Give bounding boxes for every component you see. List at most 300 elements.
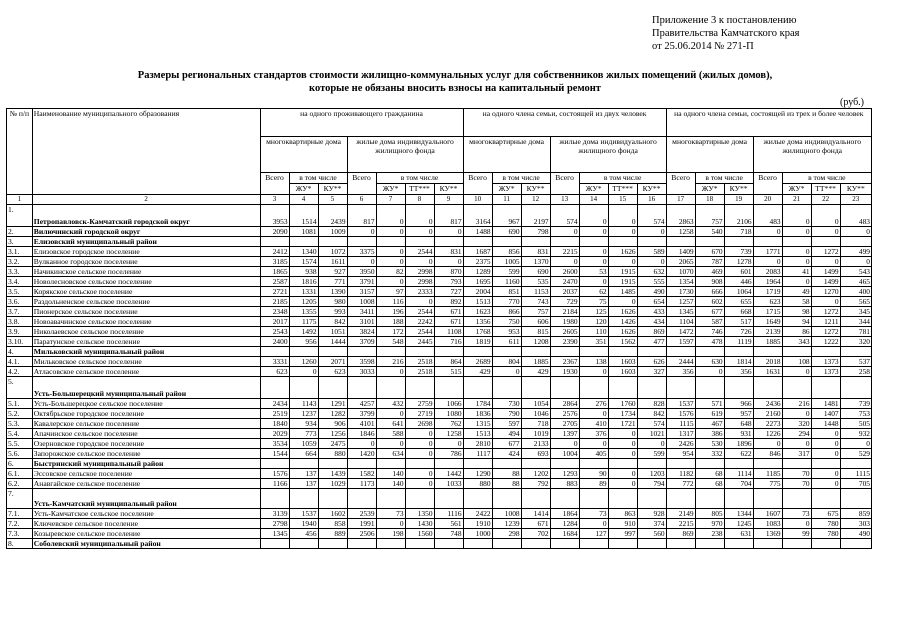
value-cell [782,237,811,247]
value-cell [492,539,521,549]
value-cell: 1114 [724,469,753,479]
value-cell: 0 [579,409,608,419]
value-cell [434,489,463,509]
value-cell: 677 [695,307,724,317]
value-cell [260,347,289,357]
value-cell: 0 [434,227,463,237]
value-cell: 588 [376,429,405,439]
municipality-name: Пионерское сельское поселение [32,307,260,317]
value-cell: 805 [695,509,724,519]
value-cell [289,489,318,509]
value-cell: 351 [579,337,608,347]
value-cell [637,539,666,549]
value-cell: 0 [608,439,637,449]
municipality-name: Атласовское сельское поселение [32,367,260,377]
appendix-line-1: Приложение 3 к постановлению [652,15,797,26]
value-cell: 771 [318,277,347,287]
value-cell: 1282 [318,409,347,419]
value-cell: 3791 [347,277,376,287]
value-cell: 125 [579,307,608,317]
value-cell: 73 [376,509,405,519]
value-cell: 772 [666,479,695,489]
value-cell [840,347,871,357]
header-total: Всего [753,173,782,195]
value-cell: 623 [753,297,782,307]
value-cell: 0 [405,429,434,439]
value-cell: 0 [782,227,811,237]
value-cell: 2367 [550,357,579,367]
value-cell: 892 [434,297,463,307]
value-cell: 622 [724,449,753,459]
value-cell: 2543 [260,327,289,337]
column-index: 20 [753,195,782,205]
value-cell: 846 [753,449,782,459]
value-cell [637,237,666,247]
value-cell: 1108 [434,327,463,337]
value-cell: 1173 [347,479,376,489]
value-cell [550,489,579,509]
value-cell: 1272 [811,247,840,257]
value-cell [840,489,871,509]
value-cell [289,459,318,469]
value-cell: 1290 [463,469,492,479]
value-cell: 2185 [260,297,289,307]
value-cell: 2998 [405,277,434,287]
value-cell: 1611 [318,257,347,267]
value-cell: 1885 [753,337,782,347]
value-cell: 0 [579,247,608,257]
row-number: 3.2. [7,257,33,267]
value-cell: 786 [434,449,463,459]
value-cell: 1514 [289,205,318,227]
value-cell: 3331 [260,357,289,367]
value-cell: 1721 [608,419,637,429]
value-cell: 386 [695,429,724,439]
value-cell: 851 [492,287,521,297]
value-cell: 0 [405,439,434,449]
value-cell: 1115 [666,419,695,429]
value-cell: 2017 [260,317,289,327]
value-cell: 1059 [289,439,318,449]
value-cell: 1481 [811,399,840,409]
value-cell: 1211 [811,317,840,327]
value-cell: 0 [608,297,637,307]
value-cell [347,377,376,399]
value-cell: 137 [289,479,318,489]
value-cell: 842 [318,317,347,327]
value-cell: 817 [434,205,463,227]
table-row [7,519,872,529]
value-cell: 864 [434,357,463,367]
header-apt-1: многоквартирные дома [260,137,347,173]
row-number: 1. [7,205,33,227]
value-cell: 1064 [724,287,753,297]
value-cell [840,539,871,549]
value-cell: 858 [318,519,347,529]
column-index: 19 [724,195,753,205]
appendix-line-2: Правительства Камчатского края [652,28,800,39]
value-cell: 53 [579,267,608,277]
row-number: 5.6. [7,449,33,459]
value-cell: 2273 [753,419,782,429]
value-cell: 405 [579,449,608,459]
value-cell: 750 [492,317,521,327]
table-row [7,297,872,307]
value-cell: 815 [521,327,550,337]
value-cell: 1115 [840,469,871,479]
value-cell: 320 [782,419,811,429]
value-cell: 1354 [666,277,695,287]
value-cell: 1066 [434,399,463,409]
value-cell: 0 [608,205,637,227]
value-cell: 0 [405,469,434,479]
value-cell: 1865 [260,267,289,277]
value-cell [405,237,434,247]
value-cell: 1407 [811,409,840,419]
value-cell: 787 [695,257,724,267]
row-number: 5. [7,377,33,399]
value-cell: 762 [434,419,463,429]
value-cell: 1840 [260,419,289,429]
value-cell: 1603 [608,367,637,377]
column-index: 8 [405,195,434,205]
municipality-name: Новоавачинское сельское поселение [32,317,260,327]
value-cell: 565 [840,297,871,307]
value-cell: 0 [579,205,608,227]
value-cell: 400 [840,287,871,297]
municipality-name: Корякское сельское поселение [32,287,260,297]
value-cell: 1317 [666,429,695,439]
value-cell: 494 [492,429,521,439]
district-heading-row [7,459,872,469]
district-heading-row [7,237,872,247]
value-cell: 1623 [463,307,492,317]
value-cell [753,377,782,399]
header-group-three: на одного члена семьи, состоящей из трех и более человек [666,109,871,137]
value-cell: 1081 [289,227,318,237]
value-cell: 3950 [347,267,376,277]
value-cell: 561 [434,519,463,529]
value-cell: 880 [463,479,492,489]
value-cell [492,377,521,399]
header-zhu: ЖУ* [782,184,811,195]
municipality-name: Эссовское сельское поселение [32,469,260,479]
value-cell [579,459,608,469]
value-cell: 2519 [260,409,289,419]
value-cell: 2065 [666,257,695,267]
value-cell: 0 [376,227,405,237]
table-row [7,479,872,489]
value-cell: 433 [637,307,666,317]
value-cell: 1117 [463,449,492,459]
value-cell: 1603 [608,357,637,367]
value-cell: 574 [637,205,666,227]
municipality-name: Усть-Камчатский муниципальный район [32,489,260,509]
value-cell: 1444 [318,337,347,347]
value-cell: 2422 [463,509,492,519]
value-cell: 790 [492,409,521,419]
value-cell [637,347,666,357]
value-cell: 611 [492,337,521,347]
value-cell: 97 [376,287,405,297]
value-cell: 908 [695,277,724,287]
table-row [7,357,872,367]
value-cell: 1350 [405,509,434,519]
value-cell: 356 [724,367,753,377]
value-cell: 88 [492,469,521,479]
value-cell [463,237,492,247]
value-cell: 1260 [289,357,318,367]
header-incl: в том числе [492,173,550,184]
value-cell [347,539,376,549]
municipality-name: Кавалерское сельское поселение [32,419,260,429]
value-cell: 1340 [289,247,318,257]
value-cell: 1885 [521,357,550,367]
unit-label: (руб.) [840,97,864,108]
value-cell: 1597 [666,337,695,347]
value-cell: 137 [289,469,318,479]
value-cell: 1160 [492,277,521,287]
value-cell: 910 [608,519,637,529]
header-name: Наименование муниципального образования [32,109,260,195]
municipality-name: Апачинское сельское поселение [32,429,260,439]
value-cell: 490 [840,529,871,539]
value-cell: 0 [376,205,405,227]
value-cell [521,459,550,469]
value-cell: 376 [579,429,608,439]
value-cell: 1153 [521,287,550,297]
value-cell: 928 [637,509,666,519]
value-cell: 0 [753,227,782,237]
standards-table [6,108,872,549]
value-cell: 276 [579,399,608,409]
value-cell: 634 [376,449,405,459]
value-cell: 478 [695,337,724,347]
column-index-row-lead [7,195,872,205]
value-cell: 0 [782,367,811,377]
row-number: 3.7. [7,307,33,317]
header-house-1: жилые дома индивидуального жилищного фонда [347,137,463,173]
value-cell: 356 [666,367,695,377]
value-cell: 574 [550,205,579,227]
value-cell: 1819 [463,337,492,347]
value-cell: 0 [840,439,871,449]
row-number: 3. [7,237,33,247]
municipality-name: Соболевский муниципальный район [32,539,260,549]
value-cell: 1143 [289,399,318,409]
value-cell [724,237,753,247]
value-cell: 73 [579,509,608,519]
value-cell: 1185 [753,469,782,479]
column-index: 9 [434,195,463,205]
value-cell: 0 [376,257,405,267]
value-cell [811,489,840,509]
row-number: 7.1. [7,509,33,519]
value-cell: 2810 [463,439,492,449]
value-cell: 320 [840,337,871,347]
value-cell: 3824 [347,327,376,337]
municipality-name: Елизовское городское поселение [32,247,260,257]
value-cell: 856 [492,247,521,257]
value-cell: 1226 [753,429,782,439]
value-cell [463,459,492,469]
row-number: 4.1. [7,357,33,367]
value-cell: 0 [782,247,811,257]
column-index: 10 [463,195,492,205]
value-cell: 2470 [550,277,579,287]
value-cell: 831 [434,247,463,257]
value-cell: 140 [376,479,405,489]
value-cell: 704 [724,479,753,489]
value-cell: 938 [289,267,318,277]
value-cell: 1537 [666,399,695,409]
value-cell: 0 [753,257,782,267]
value-cell: 1245 [724,519,753,529]
municipality-name: Усть-Большерецкое сельское поселение [32,399,260,409]
value-cell: 2412 [260,247,289,257]
value-cell: 0 [811,469,840,479]
column-index: 23 [840,195,871,205]
value-cell [260,377,289,399]
value-cell: 1771 [753,247,782,257]
title-line-2: которые не обязаны вносить взносы на капитальный ремонт [309,83,601,94]
value-cell [811,459,840,469]
value-cell: 1116 [434,509,463,519]
value-cell: 3101 [347,317,376,327]
value-cell: 1004 [550,449,579,459]
value-cell [724,347,753,357]
municipality-name: Вилючинский городской округ [32,227,260,237]
value-cell: 0 [811,479,840,489]
municipality-name: Раздольненское сельское поселение [32,297,260,307]
municipality-name: Октябрьское городское поселение [32,409,260,419]
value-cell: 931 [724,429,753,439]
value-cell: 345 [840,307,871,317]
value-cell: 677 [492,439,521,449]
value-cell: 0 [376,277,405,287]
value-cell: 1602 [318,509,347,519]
value-cell: 906 [318,419,347,429]
value-cell: 4257 [347,399,376,409]
value-cell: 465 [840,277,871,287]
value-cell: 2518 [405,367,434,377]
value-cell: 196 [376,307,405,317]
value-cell: 88 [492,479,521,489]
value-cell: 934 [289,419,318,429]
value-cell: 0 [840,257,871,267]
value-cell: 1513 [463,429,492,439]
value-cell: 2106 [724,205,753,227]
value-cell: 94 [782,317,811,327]
header-tt: ТТ*** [405,184,434,195]
value-cell: 0 [811,449,840,459]
value-cell [318,237,347,247]
value-cell: 0 [347,439,376,449]
value-cell: 1008 [492,509,521,519]
value-cell: 0 [376,409,405,419]
value-cell [347,347,376,357]
value-cell: 1488 [463,227,492,237]
value-cell: 62 [579,287,608,297]
value-cell: 1915 [608,267,637,277]
value-cell [608,489,637,509]
value-cell: 0 [637,227,666,237]
value-cell: 298 [492,529,521,539]
value-cell: 671 [434,307,463,317]
value-cell: 0 [376,247,405,257]
value-cell: 344 [840,317,871,327]
value-cell [289,377,318,399]
value-cell [376,237,405,247]
value-cell: 870 [434,267,463,277]
value-cell: 1695 [463,277,492,287]
value-cell: 1439 [318,469,347,479]
header-total: Всего [260,173,289,195]
district-heading-row [7,539,872,549]
header-ku: КУ** [840,184,871,195]
value-cell: 3157 [347,287,376,297]
value-cell [579,539,608,549]
value-cell: 1369 [753,529,782,539]
value-cell: 1499 [811,267,840,277]
value-cell: 1166 [260,479,289,489]
appendix-block [652,14,800,53]
value-cell: 432 [376,399,405,409]
value-cell: 630 [695,357,724,367]
value-cell [608,539,637,549]
value-cell: 1442 [434,469,463,479]
value-cell: 0 [434,439,463,449]
value-cell: 0 [579,277,608,287]
value-cell: 0 [608,257,637,267]
value-cell: 2375 [463,257,492,267]
header-incl: в том числе [289,173,347,184]
value-cell [579,237,608,247]
value-cell [666,539,695,549]
value-cell: 1768 [463,327,492,337]
value-cell: 327 [637,367,666,377]
value-cell: 2587 [260,277,289,287]
header-house-2: жилые дома индивидуального жилищного фонда [550,137,666,173]
table-row [7,529,872,539]
value-cell: 0 [579,439,608,449]
value-cell: 2037 [550,287,579,297]
value-cell: 1291 [318,399,347,409]
value-cell [695,347,724,357]
value-cell: 0 [405,227,434,237]
value-cell: 626 [637,357,666,367]
row-number: 2. [7,227,33,237]
value-cell: 1544 [260,449,289,459]
value-cell: 648 [724,419,753,429]
value-cell: 429 [463,367,492,377]
value-cell: 535 [521,277,550,287]
value-cell: 757 [521,307,550,317]
value-cell: 2544 [405,247,434,257]
value-cell: 555 [637,277,666,287]
value-cell: 1420 [347,449,376,459]
column-index: 3 [260,195,289,205]
value-cell: 641 [376,419,405,429]
value-cell: 1734 [608,409,637,419]
value-cell: 664 [289,449,318,459]
value-cell: 82 [376,267,405,277]
value-cell [782,347,811,357]
value-cell: 2436 [753,399,782,409]
municipality-name: Новолесновское сельское поселение [32,277,260,287]
value-cell: 1005 [492,257,521,267]
municipality-name: Ключевское сельское поселение [32,519,260,529]
